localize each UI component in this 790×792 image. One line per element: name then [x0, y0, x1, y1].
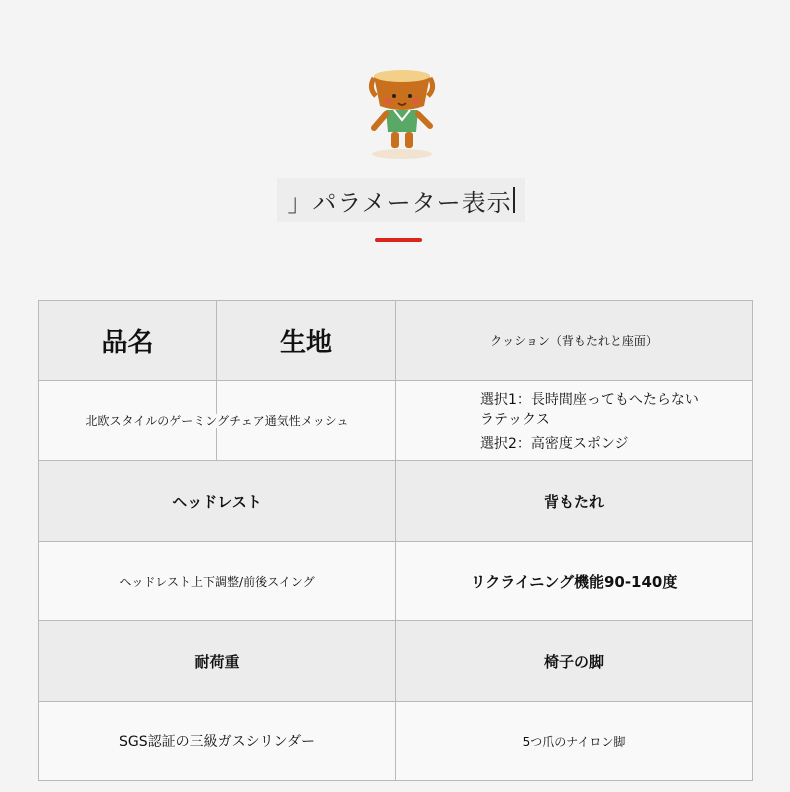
title-underline — [375, 238, 422, 242]
table-cell-backrest-label: 背もたれ — [396, 461, 753, 542]
table-cell-legs-value: 5つ爪のナイロン脚 — [396, 702, 753, 781]
table-cell-headrest-label: ヘッドレスト — [39, 461, 396, 542]
table-cell-fabric-value — [39, 381, 396, 461]
table-cell-headrest-value: ヘッドレスト上下調整/前後スイング — [39, 542, 396, 621]
parameter-table — [38, 300, 753, 781]
table-row — [39, 702, 753, 781]
table-row — [39, 621, 753, 702]
cushion-option1: 選択1：長時間座ってもへたらない — [480, 391, 699, 408]
table-cell-load-value: SGS認証の三級ガスシリンダー — [39, 702, 396, 781]
section-title — [277, 178, 525, 222]
table-cell-cushion-value — [396, 381, 753, 461]
cushion-option1-cont: ラテックス — [480, 411, 550, 428]
fabric-value-text: 北欧スタイルのゲーミングチェア通気性メッシュ — [85, 414, 349, 428]
table-row — [39, 381, 753, 461]
text-cursor — [513, 187, 515, 213]
section-title-text: 」パラメーター表示 — [287, 188, 512, 217]
table-cell-load-label: 耐荷重 — [39, 621, 396, 702]
table-cell-cushion-label: クッション（背もたれと座面） — [396, 301, 753, 381]
table-row — [39, 301, 753, 381]
table-cell-legs-label: 椅子の脚 — [396, 621, 753, 702]
mascot-illustration — [364, 66, 440, 162]
table-cell-fabric-label: 生地 — [217, 301, 396, 381]
table-row — [39, 461, 753, 542]
table-row — [39, 542, 753, 621]
cushion-option2: 選択2：高密度スポンジ — [480, 435, 629, 452]
table-cell-backrest-value: リクライニング機能90-140度 — [396, 542, 753, 621]
table-cell-product-name-label: 品名 — [39, 301, 217, 381]
